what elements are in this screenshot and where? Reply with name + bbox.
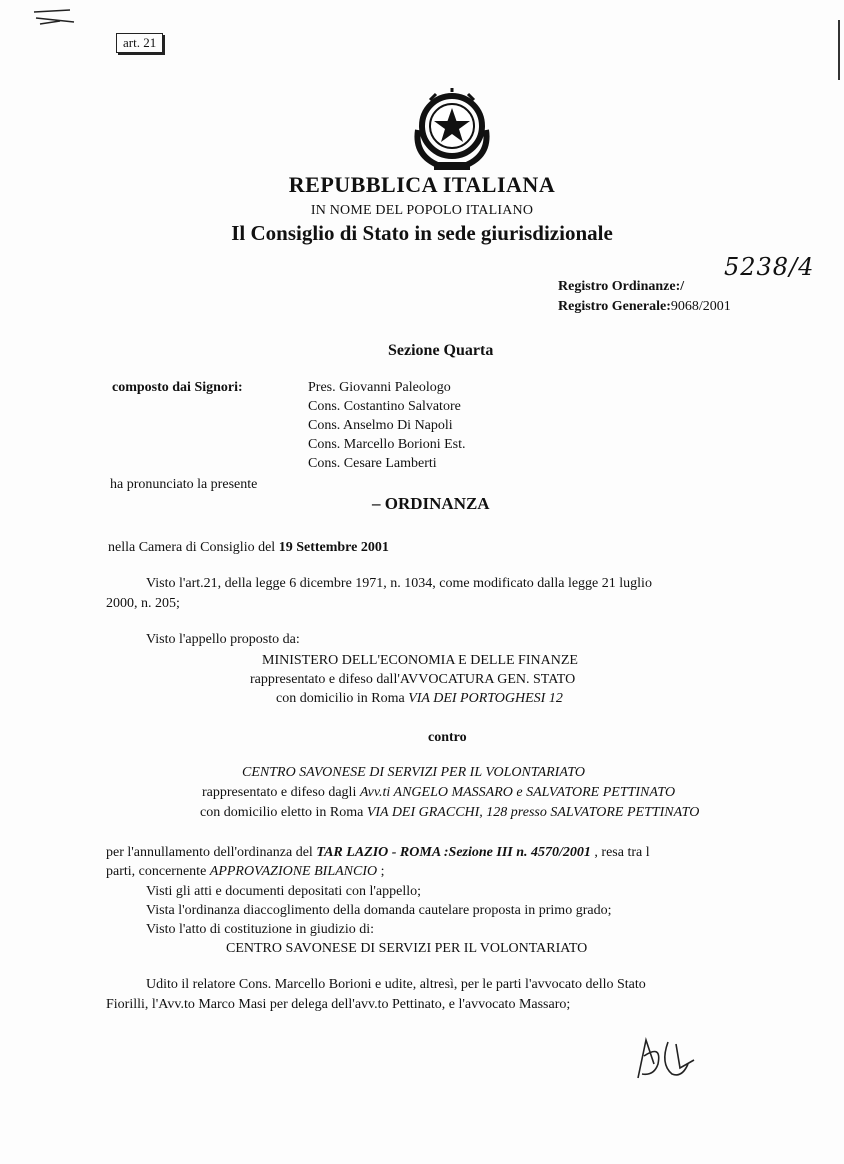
consiglio-title: Il Consiglio di Stato in sede giurisdizionale: [231, 221, 613, 245]
registro-generale-label: Registro Generale:: [558, 299, 671, 314]
respondent-rep: [202, 784, 675, 802]
respondent-domicilio: [200, 804, 699, 822]
member-item: Cons. Marcello Borioni Est.: [308, 437, 466, 452]
scan-edge-mark: [838, 20, 840, 80]
annullamento-tar: TAR LAZIO - ROMA :Sezione III n. 4570/2001: [316, 845, 591, 860]
composto-label: composto dai Signori:: [112, 380, 243, 395]
registro-ordinanze-handwritten: 5238/4: [724, 253, 815, 281]
appellant-rep: rappresentato e difeso dall'AVVOCATURA GEN. STATO: [250, 672, 576, 687]
annullamento-prefix: per l'annullamento dell'ordinanza del: [106, 845, 317, 860]
visto-art-line2: 2000, n. 205;: [106, 596, 180, 611]
registro-ordinanze: [558, 278, 684, 296]
annullamento-line2: [106, 863, 385, 881]
pronunciato-text: ha pronunciato la presente: [110, 477, 258, 492]
republic-emblem-icon: [404, 86, 500, 174]
appellant-domicilio: [276, 690, 563, 708]
appellant-dom-address: VIA DEI PORTOGHESI 12: [408, 691, 563, 706]
signature-initials-icon: [628, 1034, 700, 1084]
republic-title: REPUBBLICA ITALIANA: [288, 172, 556, 197]
udito-line1: Udito il relatore Cons. Marcello Borioni e udite, altresì, per le parti l'avvocato dello Stato: [146, 977, 646, 992]
appellant-dom-prefix: con domicilio in Roma: [276, 691, 409, 706]
annullamento-line1: [106, 844, 650, 862]
visti-item: Visti gli atti e documenti depositati con l'appello;: [146, 884, 422, 899]
registro-ordinanze-label: Registro Ordinanze:/: [558, 279, 685, 294]
annullamento-suffix: , resa tra l: [590, 845, 650, 860]
ordinanza-title-text: ORDINANZA: [384, 494, 490, 513]
annullamento-oggetto: APPROVAZIONE BILANCIO: [209, 864, 378, 879]
member-item: Cons. Anselmo Di Napoli: [308, 418, 453, 433]
camera-prefix: nella Camera di Consiglio del: [108, 540, 279, 555]
respondent-dom-prefix: con domicilio eletto in Roma: [200, 805, 367, 820]
camera-line: [108, 539, 389, 557]
visti-item: Vista l'ordinanza diaccoglimento della domanda cautelare proposta in primo grado;: [146, 903, 612, 918]
udito-line2: Fiorilli, l'Avv.to Marco Masi per delega dell'avv.to Pettinato, e l'avvocato Massaro;: [106, 997, 571, 1012]
visti-item: Visto l'atto di costituzione in giudizio di:: [146, 922, 374, 937]
member-item: Pres. Giovanni Paleologo: [308, 380, 451, 395]
in-nome-subtitle: IN NOME DEL POPOLO ITALIANO: [310, 203, 534, 218]
contro-label: contro: [428, 730, 467, 745]
annullamento-line2-prefix: parti, concernente: [106, 864, 210, 879]
member-item: Cons. Costantino Salvatore: [308, 399, 461, 414]
corner-scribble-icon: [30, 6, 78, 28]
sezione-title: Sezione Quarta: [388, 342, 494, 359]
article-box: art. 21: [116, 33, 163, 53]
respondent-rep-names: Avv.ti ANGELO MASSARO e SALVATORE PETTINATO: [359, 785, 676, 800]
respondent-name: CENTRO SAVONESE DI SERVIZI PER IL VOLONTARIATO: [242, 765, 586, 780]
registro-generale-value: 9068/2001: [670, 299, 731, 314]
registro-generale: [558, 298, 731, 316]
camera-date: 19 Settembre 2001: [278, 540, 389, 555]
member-item: Cons. Cesare Lamberti: [308, 456, 437, 471]
costituito-name: CENTRO SAVONESE DI SERVIZI PER IL VOLONTARIATO: [226, 941, 588, 956]
members-list: [308, 378, 466, 473]
annullamento-line2-suffix: ;: [377, 864, 385, 879]
respondent-dom-address: VIA DEI GRACCHI, 128 presso SALVATORE PETTINATO: [366, 805, 700, 820]
visto-art-line1: Visto l'art.21, della legge 6 dicembre 1971, n. 1034, come modificato dalla legge 21 luglio: [146, 576, 652, 591]
respondent-rep-prefix: rappresentato e difeso dagli: [202, 785, 360, 800]
ordinanza-title: – ORDINANZA: [372, 494, 490, 513]
appellant-name: MINISTERO DELL'ECONOMIA E DELLE FINANZE: [262, 653, 578, 668]
appello-intro: Visto l'appello proposto da:: [146, 632, 300, 647]
